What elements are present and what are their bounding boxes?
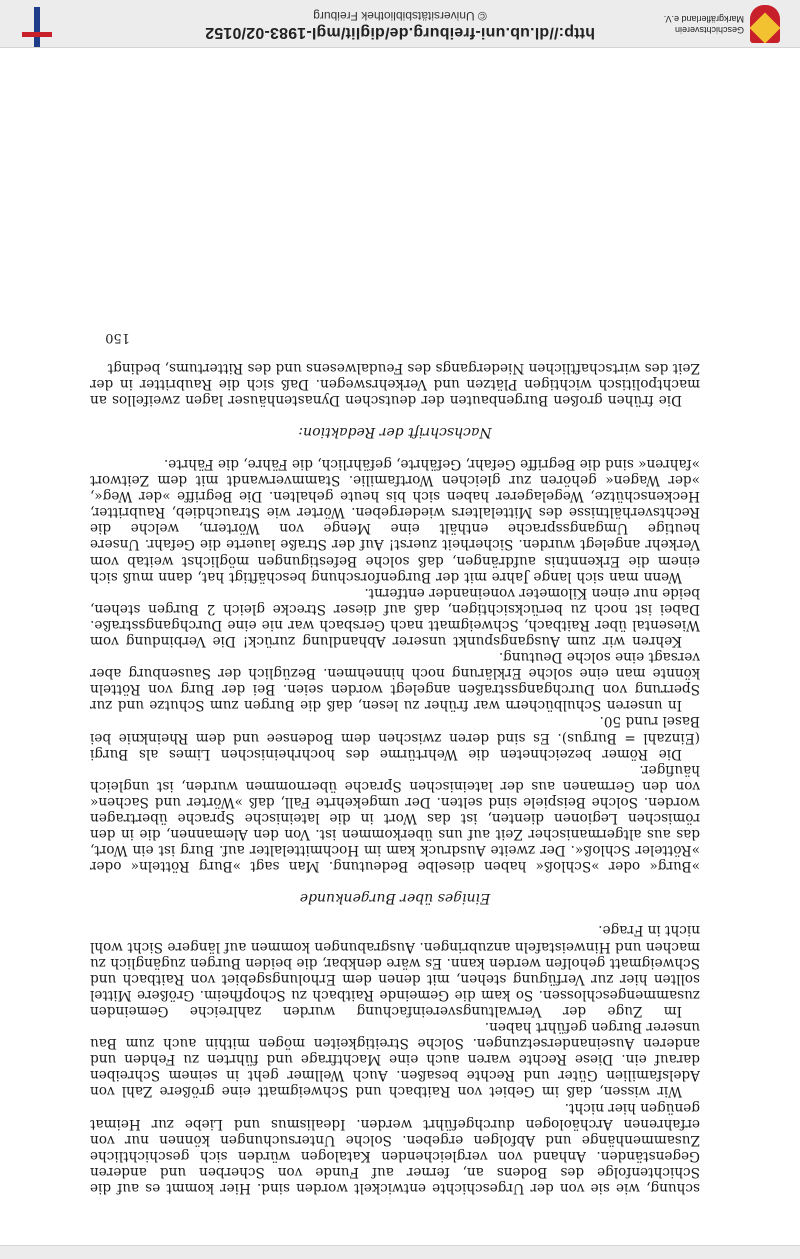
paragraph: Im Zuge der Verwaltungsvereinfachung wurden zahlreiche Gemeinden zusammengeschlossen. So kam die Gemeinde Raitbach zu Schopfheim. Größere Mittel sollten hier zur Verfügung stehen, mit denen dem Erholungsgebiet von Raitbach und Schweigmatt geholfen werden kann. Es wäre denkbar, die beiden Burgen zugänglich zu machen und Hinweistafeln anzubringen. Ausgrabungen kommen auf längere Sicht wohl nicht in Frage. xyxy=(90,922,700,1019)
paragraph: In unseren Schulbüchern war früher zu lesen, daß die Burgen zum Schutze und zur Sperrung von Durchgangsstraßen angelegt worden seien. Bei der Burg von Rötteln könnte man eine solche Erklärung noch hinnehmen. Bezüglich der Sausenburg aber versagt eine solche Deutung. xyxy=(90,649,700,714)
paragraph: Die frühen großen Burgenbauten der deutschen Dynastenhäuser lagen zweifellos an machtpolitisch wichtigen Plätzen und Verkehrswegen. Daß sich die Raubritter in der Zeit des wirtschaftlichen Niedergangs des Feudalwesens und des Rittertums, bedingt xyxy=(90,359,700,408)
logo-text xyxy=(664,13,744,35)
library-marker-icon xyxy=(22,7,52,47)
section-heading: Nachschrift der Redaktion: xyxy=(298,423,492,440)
paragraph: »Burg« oder »Schloß« haben dieselbe Bedeutung. Man sagt »Burg Rötteln« oder »Rötteler Schloß«. Der zweite Ausdruck kam im Hochmittelalter auf. Burg ist ein Wort, das aus altgermanischer Zeit auf uns überkommen ist. Von den Alemannen, die in den römischen Legionen dienten, ist das Wort in die lateinische Sprache übertragen worden. Solche Beispiele sind selten. Der umgekehrte Fall, daß »Wörter und Sachen« von den Germanen aus der lateinischen Sprache übernommen wurden, ist ungleich häufiger. xyxy=(90,761,700,875)
coat-of-arms-icon xyxy=(750,5,780,43)
paragraph: Wenn man sich lange Jahre mit der Burgenforschung beschäftigt hat, dann muß sich einem die Erkenntnis aufdrängen, daß solche Befestigungen möglichst weitab vom Verkehr angelegt wurden. Sicherheit zuerst! Auf der Straße lauerte die Gefahr. Unsere heutige Umgangssprache enthält eine Menge von Wörtern, welche die Rechtsverhältnisse des Mittelalters wiedergeben. Wörter wie Strauchdieb, Raubritter, Heckenschütze, Wegelagerer haben sich bis heute gehalten. Die Begriffe »der Weg«, »der Wagen« gehören zur gleichen Wortfamilie. Stammverwandt mit dem Zeitwort »fahren« sind die Begriffe Gefahr, Gefährte, gefährlich, die Fähre, die Fährte. xyxy=(90,455,700,585)
page-number: 150 xyxy=(105,330,130,346)
paragraph: Wir wissen, daß im Gebiet von Raitbach und Schweigmatt eine größere Zahl von Adelsfamilien Güter und Rechte besaßen. Auch Wellmer geht in seinem Schreiben darauf ein. Diese Rechte waren auch eine Machtfrage und führten zu Fehden und anderen Auseinandersetzungen. Solche Streitigkeiten mögen mithin auch zum Bau unserer Burgen geführt haben. xyxy=(90,1019,700,1100)
page-text xyxy=(90,329,700,1196)
logo-line: Geschichtsverein xyxy=(674,25,744,35)
header-bar xyxy=(0,1245,800,1259)
paragraph: Kehren wir zum Ausgangspunkt unserer Abhandlung zurück! Die Verbindung vom Wiesental über Raitbach, Schweigmatt nach Gersbach war nie eine Durchgangsstraße. Dabei ist noch zu berücksichtigen, daß auf dieser Strecke gleich 2 Burgen stehen, beide nur einen Kilometer voneinander entfernt. xyxy=(90,584,700,649)
paragraph: Die Römer bezeichneten die Wehrtürme des hochrheinischen Limes als Burgi (Einzahl = Burgus). Es sind deren zwischen dem Bodensee und dem Rheinknie bei Basel rund 50. xyxy=(90,713,700,762)
footer-info xyxy=(200,9,600,41)
footer-bar xyxy=(0,0,800,48)
permalink-url[interactable]: http://dl.ub.uni-freiburg.de/diglit/mgl-1983-02/0152 xyxy=(205,24,595,41)
paragraph: schung, wie sie von der Urgeschichte entwickelt worden sind. Hier kommt es auf die Schichtenfolge des Bodens an, ferner auf Funde von Scherben und anderen Gegenständen. Anhand von vergleichenden Katalogen würden sich geschichtliche Zusammenhänge und Abfolgen ergeben. Solche Untersuchungen können nur von erfahrenen Archäologen durchgeführt werden. Idealismus und Liebe zur Heimat genügen hier nicht. xyxy=(90,1099,700,1196)
copyright-text: © Universitätsbibliothek Freiburg xyxy=(313,9,487,23)
section-heading: Einiges über Burgenkunde xyxy=(299,890,491,907)
logo-line: Markgräflerland e.V. xyxy=(663,14,744,24)
logo xyxy=(664,5,780,43)
